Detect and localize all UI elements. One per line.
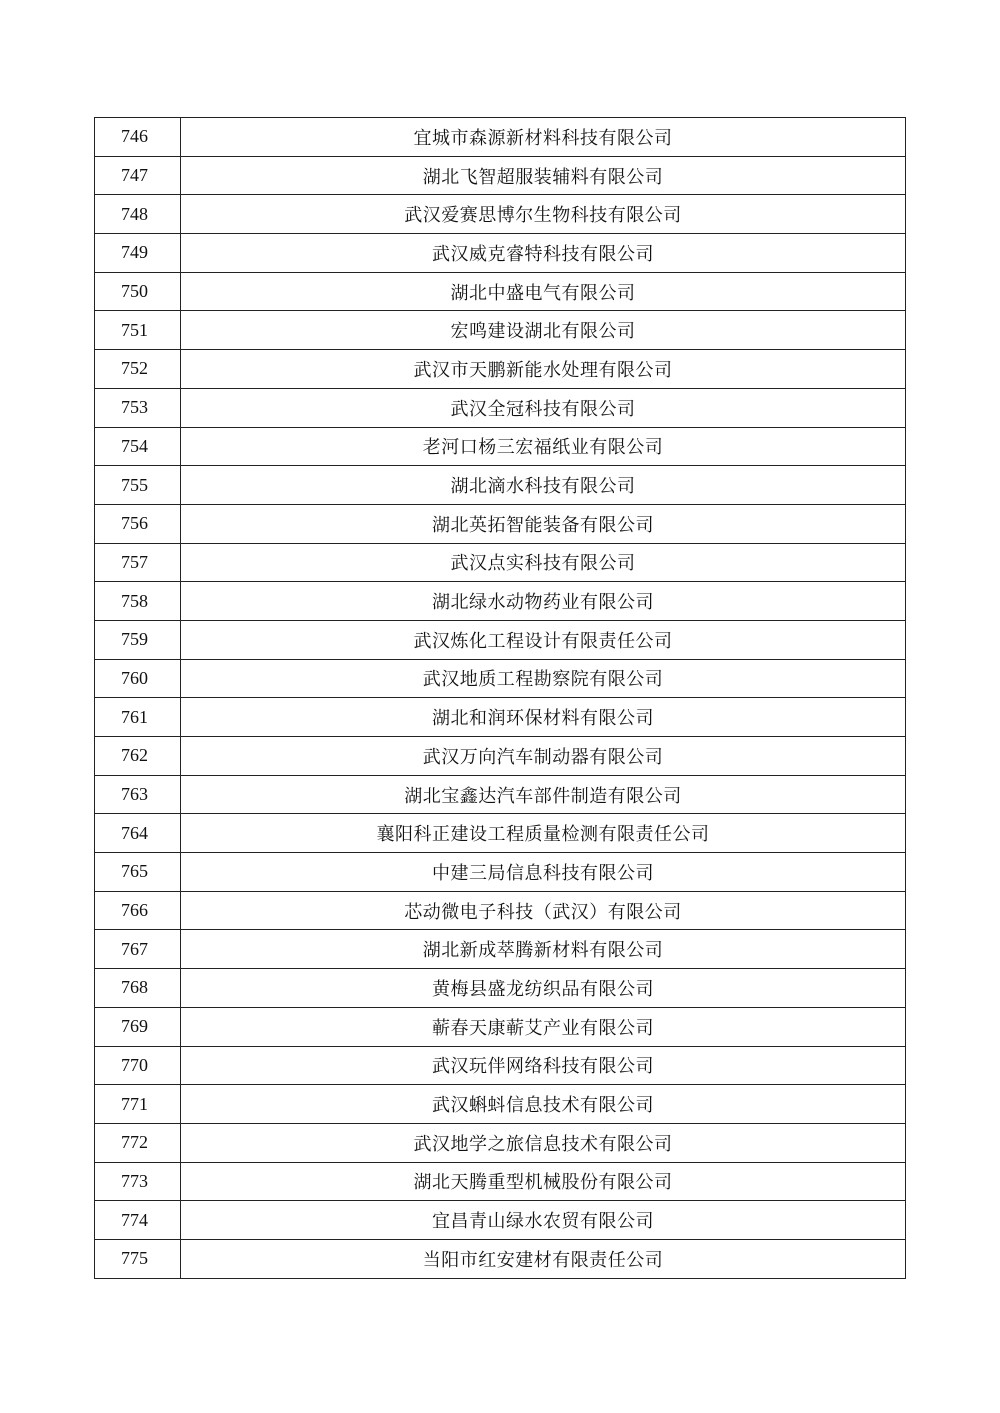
table-row — [95, 272, 906, 311]
company-name: 宏鸣建设湖北有限公司 — [181, 311, 906, 350]
company-name: 中建三局信息科技有限公司 — [181, 853, 906, 892]
row-number: 753 — [95, 388, 181, 427]
table-row — [95, 1007, 906, 1046]
table-row — [95, 118, 906, 157]
table-row — [95, 775, 906, 814]
company-name: 武汉爱赛思博尔生物科技有限公司 — [181, 195, 906, 234]
company-name: 黄梅县盛龙纺织品有限公司 — [181, 969, 906, 1008]
row-number: 749 — [95, 234, 181, 273]
row-number: 754 — [95, 427, 181, 466]
table-row — [95, 156, 906, 195]
row-number: 771 — [95, 1085, 181, 1124]
row-number: 747 — [95, 156, 181, 195]
company-name: 武汉蝌蚪信息技术有限公司 — [181, 1085, 906, 1124]
table-row — [95, 891, 906, 930]
table-row — [95, 737, 906, 776]
row-number: 751 — [95, 311, 181, 350]
row-number: 759 — [95, 620, 181, 659]
company-name: 武汉全冠科技有限公司 — [181, 388, 906, 427]
table-row — [95, 350, 906, 389]
row-number: 769 — [95, 1007, 181, 1046]
row-number: 773 — [95, 1162, 181, 1201]
table-row — [95, 582, 906, 621]
row-number: 768 — [95, 969, 181, 1008]
table-row — [95, 195, 906, 234]
company-name: 芯动微电子科技（武汉）有限公司 — [181, 891, 906, 930]
row-number: 763 — [95, 775, 181, 814]
table-row — [95, 1239, 906, 1278]
table-row — [95, 659, 906, 698]
company-list-table — [94, 117, 906, 1279]
row-number: 775 — [95, 1239, 181, 1278]
company-name: 湖北滴水科技有限公司 — [181, 466, 906, 505]
company-name: 老河口杨三宏福纸业有限公司 — [181, 427, 906, 466]
row-number: 764 — [95, 814, 181, 853]
company-name: 武汉市天鹏新能水处理有限公司 — [181, 350, 906, 389]
row-number: 766 — [95, 891, 181, 930]
company-name: 当阳市红安建材有限责任公司 — [181, 1239, 906, 1278]
company-name: 武汉地质工程勘察院有限公司 — [181, 659, 906, 698]
company-name: 湖北天腾重型机械股份有限公司 — [181, 1162, 906, 1201]
table-row — [95, 504, 906, 543]
company-name: 武汉地学之旅信息技术有限公司 — [181, 1123, 906, 1162]
row-number: 757 — [95, 543, 181, 582]
company-name: 武汉玩伴网络科技有限公司 — [181, 1046, 906, 1085]
row-number: 758 — [95, 582, 181, 621]
company-name: 武汉威克睿特科技有限公司 — [181, 234, 906, 273]
company-name: 湖北飞智超服装辅料有限公司 — [181, 156, 906, 195]
row-number: 761 — [95, 698, 181, 737]
company-name: 湖北中盛电气有限公司 — [181, 272, 906, 311]
row-number: 746 — [95, 118, 181, 157]
row-number: 767 — [95, 930, 181, 969]
company-name: 武汉万向汽车制动器有限公司 — [181, 737, 906, 776]
table-row — [95, 466, 906, 505]
row-number: 765 — [95, 853, 181, 892]
table-row — [95, 969, 906, 1008]
table-row — [95, 1085, 906, 1124]
table-row — [95, 853, 906, 892]
company-name: 武汉炼化工程设计有限责任公司 — [181, 620, 906, 659]
row-number: 762 — [95, 737, 181, 776]
table-row — [95, 1162, 906, 1201]
row-number: 748 — [95, 195, 181, 234]
company-name: 蕲春天康蕲艾产业有限公司 — [181, 1007, 906, 1046]
company-name: 武汉点实科技有限公司 — [181, 543, 906, 582]
table-row — [95, 1201, 906, 1240]
company-name: 湖北和润环保材料有限公司 — [181, 698, 906, 737]
company-name: 宜昌青山绿水农贸有限公司 — [181, 1201, 906, 1240]
table-row — [95, 1046, 906, 1085]
table-row — [95, 388, 906, 427]
table-row — [95, 814, 906, 853]
row-number: 760 — [95, 659, 181, 698]
row-number: 772 — [95, 1123, 181, 1162]
row-number: 756 — [95, 504, 181, 543]
row-number: 752 — [95, 350, 181, 389]
table-row — [95, 620, 906, 659]
company-name: 宜城市森源新材料科技有限公司 — [181, 118, 906, 157]
company-name: 湖北英拓智能装备有限公司 — [181, 504, 906, 543]
table-row — [95, 234, 906, 273]
table-row — [95, 1123, 906, 1162]
company-name: 湖北新成萃腾新材料有限公司 — [181, 930, 906, 969]
company-name: 襄阳科正建设工程质量检测有限责任公司 — [181, 814, 906, 853]
table-row — [95, 698, 906, 737]
row-number: 774 — [95, 1201, 181, 1240]
row-number: 750 — [95, 272, 181, 311]
table-row — [95, 543, 906, 582]
row-number: 770 — [95, 1046, 181, 1085]
table-row — [95, 427, 906, 466]
company-name: 湖北绿水动物药业有限公司 — [181, 582, 906, 621]
company-name: 湖北宝鑫达汽车部件制造有限公司 — [181, 775, 906, 814]
table-row — [95, 311, 906, 350]
table-row — [95, 930, 906, 969]
row-number: 755 — [95, 466, 181, 505]
